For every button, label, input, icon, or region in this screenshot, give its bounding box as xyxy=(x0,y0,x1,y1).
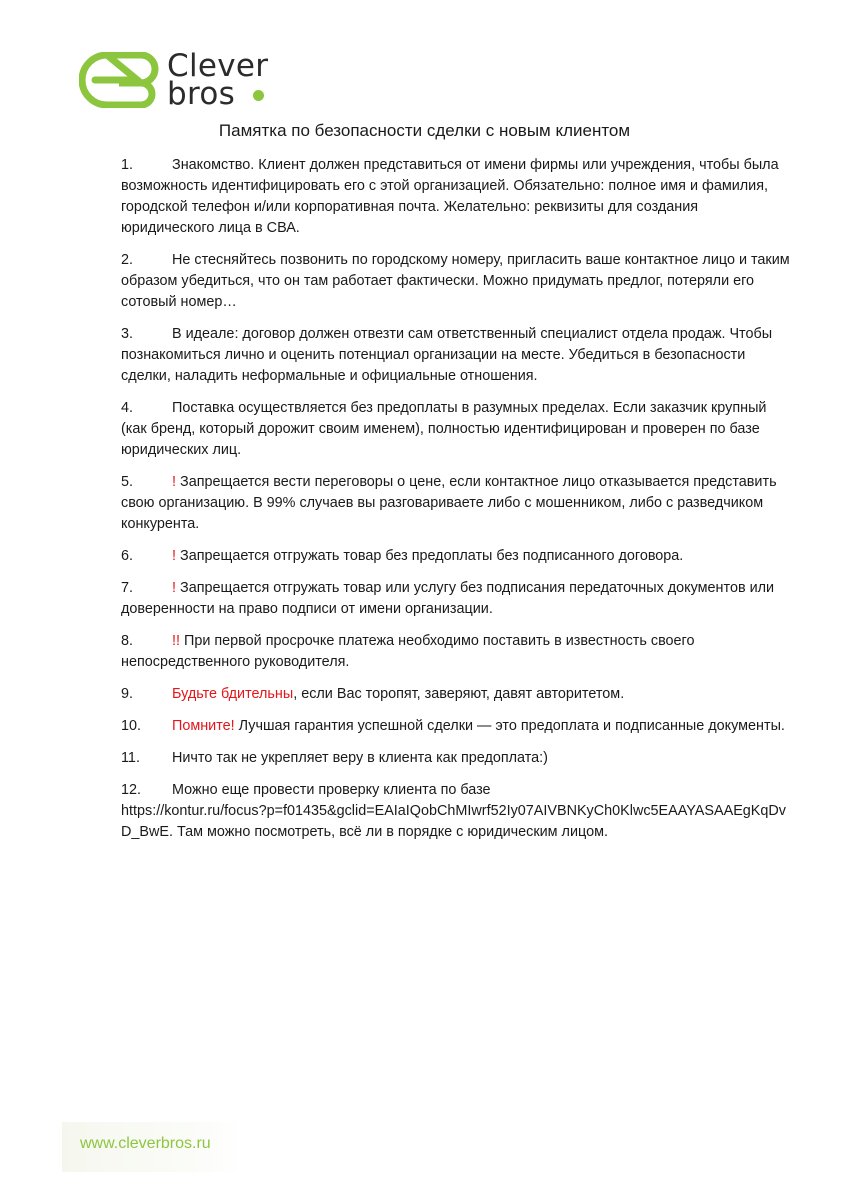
checklist xyxy=(121,155,793,854)
item-text: Ничто так не укрепляет веру в клиента как предоплата:) xyxy=(172,750,548,766)
list-item xyxy=(121,716,793,737)
item-text: Знакомство. Клиент должен представиться от имени фирмы или учреждения, чтобы была возможность идентифицировать его с этой организацией. Обязательно: полное имя и фамилия, городской телефон и/или корпоративная почта. Желательно: реквизиты для создания юридического лица в СВА. xyxy=(121,157,779,236)
item-number: 6. xyxy=(121,548,134,564)
list-item xyxy=(121,631,793,673)
item-text: Поставка осуществляется без предоплаты в разумных пределах. Если заказчик крупный (как бренд, который дорожит своим именем), полностью идентифицирован и проверен по базе юридических лиц. xyxy=(121,400,767,458)
warning-mark: ! xyxy=(172,474,176,490)
item-text-tail: . Там можно посмотреть, всё ли в порядке с юридическим лицом. xyxy=(169,824,608,840)
item-text: Лучшая гарантия успешной сделки — это предоплата и подписанные документы. xyxy=(234,718,785,734)
page-title: Памятка по безопасности сделки с новым клиентом xyxy=(218,121,631,140)
list-item xyxy=(121,578,793,620)
item-number: 4. xyxy=(121,400,134,416)
list-item xyxy=(121,546,793,567)
item-number: 7. xyxy=(121,580,134,596)
list-item xyxy=(121,684,793,705)
list-item xyxy=(121,250,793,313)
item-text: Не стесняйтесь позвонить по городскому номеру, пригласить ваше контактное лицо и таким образом убедиться, что он там работает фактически. Можно придумать предлог, потеряли его сотовый номер… xyxy=(121,252,790,310)
item-number: 9. xyxy=(121,686,134,702)
item-number: 3. xyxy=(121,326,134,342)
logo-mark-icon xyxy=(79,52,161,108)
kontur-focus-link[interactable]: https://kontur.ru/focus?p=f01435&gclid=EAIaIQobChMIwrf52Iy07AIVBNKyCh0Klwc5EAAYASAAEgKqDvD_BwE xyxy=(121,803,786,840)
item-text: При первой просрочке платежа необходимо поставить в известность своего непосредственного руководителя. xyxy=(121,633,695,670)
warning-mark: ! xyxy=(172,548,176,564)
item-number: 11. xyxy=(121,750,140,766)
logo-wordmark xyxy=(167,48,269,112)
item-text: Можно еще провести проверку клиента по базе xyxy=(172,782,491,798)
list-item xyxy=(121,748,793,769)
list-item xyxy=(121,324,793,387)
list-item xyxy=(121,472,793,535)
logo-dot-icon xyxy=(253,90,264,101)
item-number: 5. xyxy=(121,474,134,490)
footer xyxy=(62,1122,244,1172)
item-number: 10. xyxy=(121,718,142,734)
cleverbros-logo xyxy=(79,48,279,112)
item-number: 1. xyxy=(121,157,134,173)
item-number: 2. xyxy=(121,252,134,268)
item-number: 12. xyxy=(121,782,142,798)
list-item xyxy=(121,155,793,239)
list-item xyxy=(121,780,793,843)
item-text: , если Вас торопят, заверяют, давят авторитетом. xyxy=(293,686,625,702)
warning-mark: Будьте бдительны xyxy=(172,686,294,702)
logo-line-2: bros xyxy=(167,76,236,112)
logo-line-1: Clever xyxy=(167,48,269,84)
warning-mark: Помните! xyxy=(172,718,235,734)
item-text: Запрещается отгружать товар без предоплаты без подписанного договора. xyxy=(176,548,684,564)
item-text: Запрещается вести переговоры о цене, если контактное лицо отказывается представить свою организацию. В 99% случаев вы разговариваете либо с мошенником, либо с разведчиком конкурента. xyxy=(121,474,777,532)
warning-mark: ! xyxy=(172,580,176,596)
item-text: Запрещается отгружать товар или услугу без подписания передаточных документов или доверенности на право подписи от имени организации. xyxy=(121,580,775,617)
list-item xyxy=(121,398,793,461)
footer-site-link[interactable]: www.cleverbros.ru xyxy=(80,1135,211,1152)
warning-mark: !! xyxy=(172,633,180,649)
item-text: В идеале: договор должен отвезти сам ответственный специалист отдела продаж. Чтобы познакомиться лично и оценить потенциал организации на месте. Убедиться в безопасности сделки, наладить неформальные и официальные отношения. xyxy=(121,326,773,384)
item-number: 8. xyxy=(121,633,134,649)
